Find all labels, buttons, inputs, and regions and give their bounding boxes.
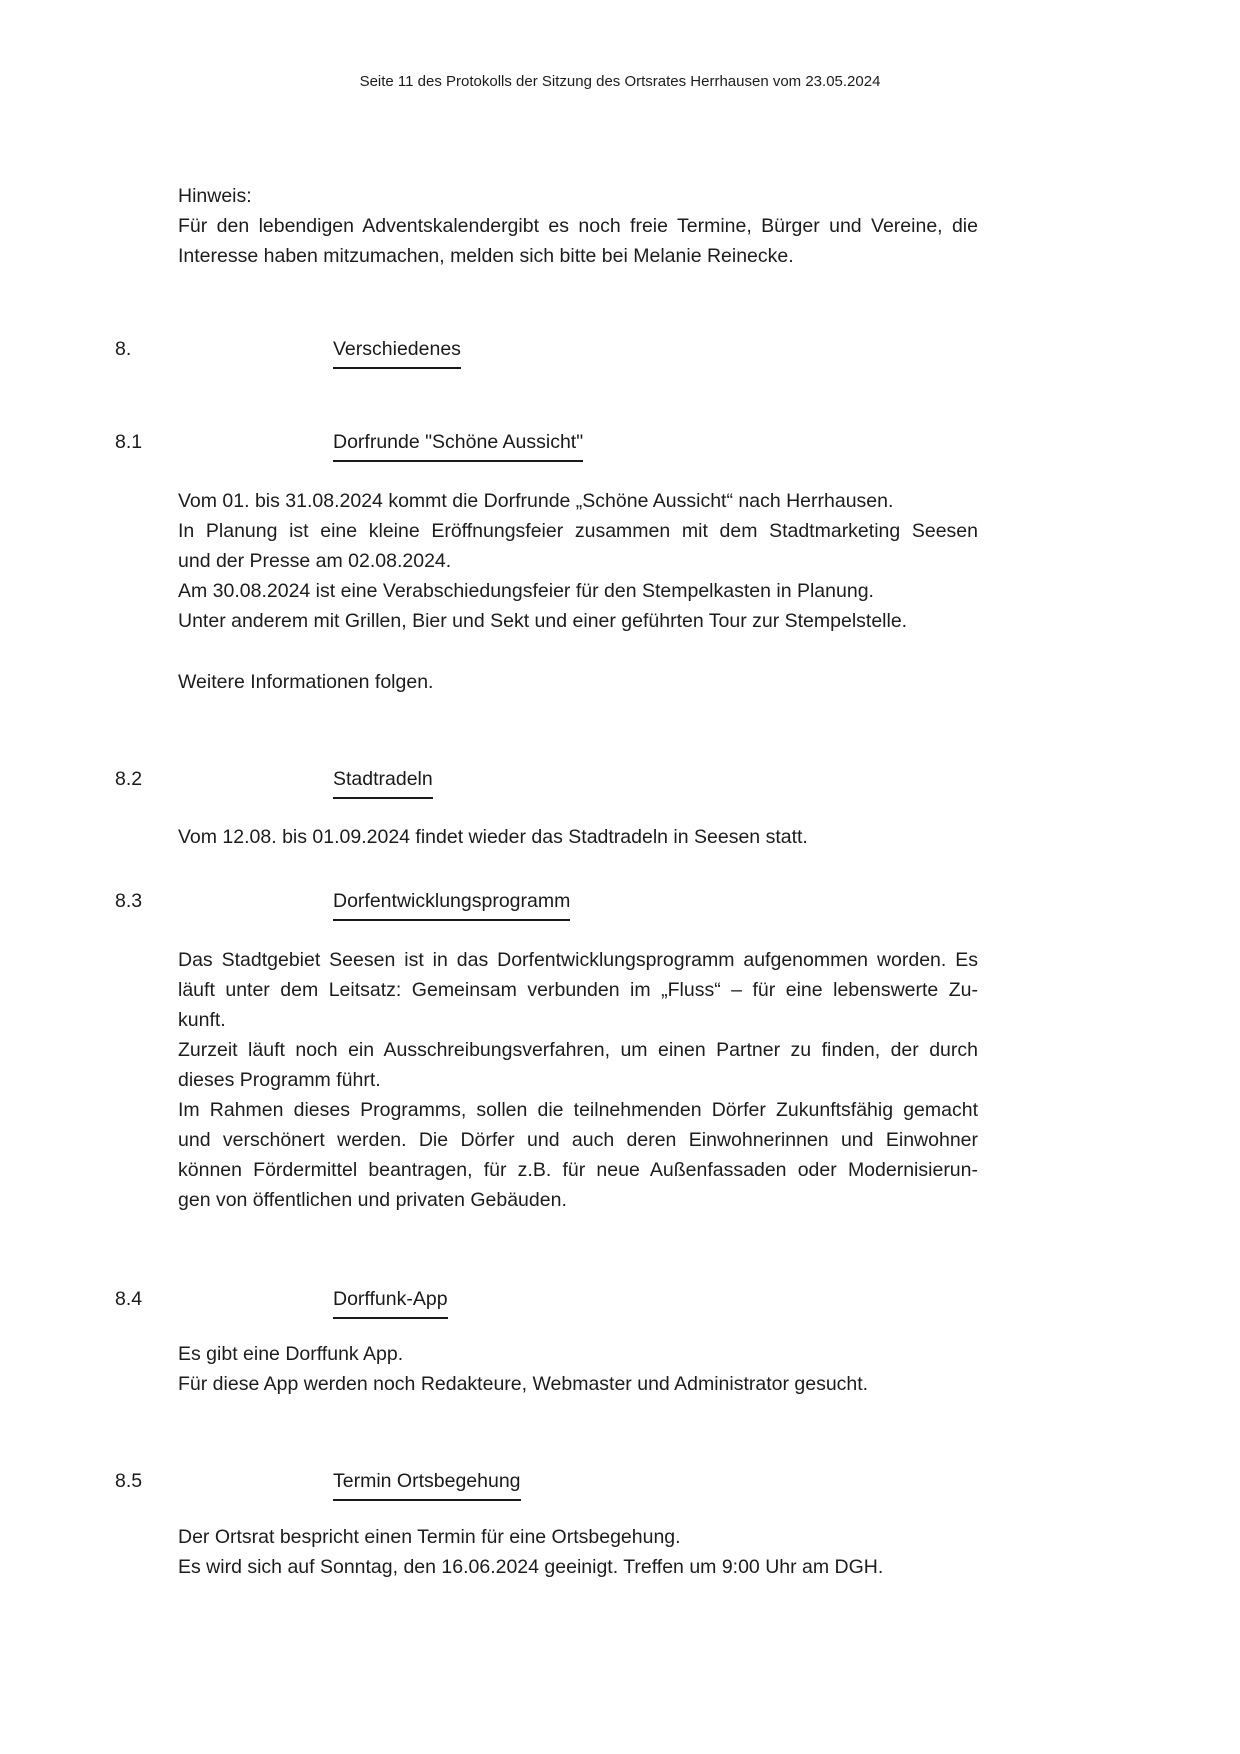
- section-heading-8-5: [0, 1466, 1240, 1502]
- section-8-4-paragraph: [178, 1339, 978, 1399]
- notice-line: Interesse haben mitzumachen, melden sich bitte bei Melanie Reinecke.: [178, 245, 794, 267]
- paragraph-line: Vom 01. bis 31.08.2024 kommt die Dorfrunde „Schöne Aussicht“ nach Herrhausen.: [178, 490, 894, 512]
- paragraph-line: Unter anderem mit Grillen, Bier und Sekt und einer geführten Tour zur Stempelstelle.: [178, 610, 908, 632]
- notice-line: Für den lebendigen Adventskalendergibt es noch freie Termine, Bürger und Vereine, die: [178, 215, 978, 237]
- section-heading-8-2: [0, 764, 1240, 800]
- paragraph-line: Am 30.08.2024 ist eine Verabschiedungsfeier für den Stempelkasten in Planung.: [178, 580, 874, 602]
- section-title: Verschiedenes: [333, 334, 461, 369]
- paragraph-line: Im Rahmen dieses Programms, sollen die teilnehmenden Dörfer Zukunftsfähig gemacht: [178, 1099, 978, 1121]
- paragraph-line: In Planung ist eine kleine Eröffnungsfeier zusammen mit dem Stadtmarketing Seesen: [178, 520, 978, 542]
- paragraph-line: Weitere Informationen folgen.: [178, 671, 434, 693]
- section-number: 8.2: [115, 768, 143, 790]
- section-title: Stadtradeln: [333, 764, 433, 799]
- paragraph-line: Es wird sich auf Sonntag, den 16.06.2024 geeinigt. Treffen um 9:00 Uhr am DGH.: [178, 1556, 884, 1578]
- section-8-5-paragraph: [178, 1522, 978, 1582]
- section-heading-8-4: [0, 1284, 1240, 1320]
- paragraph-line: Für diese App werden noch Redakteure, Webmaster und Administrator gesucht.: [178, 1373, 869, 1395]
- paragraph-line: und der Presse am 02.08.2024.: [178, 550, 452, 572]
- section-heading-8: [0, 334, 1240, 370]
- section-heading-8-1: [0, 427, 1240, 463]
- section-8-1-paragraph: [178, 486, 978, 636]
- section-8-1-paragraph-2: [178, 667, 978, 697]
- paragraph-line: können Fördermittel beantragen, für z.B. für neue Außenfassaden oder Modernisierun-: [178, 1159, 978, 1181]
- page-header: Seite 11 des Protokolls der Sitzung des Ortsrates Herrhausen vom 23.05.2024: [359, 73, 881, 90]
- notice-label: Hinweis:: [178, 185, 252, 207]
- section-heading-8-3: [0, 886, 1240, 922]
- section-title: Dorfrunde "Schöne Aussicht": [333, 427, 583, 462]
- paragraph-line: Zurzeit läuft noch ein Ausschreibungsverfahren, um einen Partner zu finden, der durch: [178, 1039, 978, 1061]
- section-number: 8.5: [115, 1470, 143, 1492]
- section-number: 8.: [115, 338, 132, 360]
- paragraph-line: läuft unter dem Leitsatz: Gemeinsam verbunden im „Fluss“ – für eine lebenswerte Zu-: [178, 979, 978, 1001]
- paragraph-line: und verschönert werden. Die Dörfer und auch deren Einwohnerinnen und Einwohner: [178, 1129, 978, 1151]
- paragraph-line: Vom 12.08. bis 01.09.2024 findet wieder das Stadtradeln in Seesen statt.: [178, 826, 808, 848]
- section-title: Dorffunk-App: [333, 1284, 448, 1319]
- paragraph-line: Das Stadtgebiet Seesen ist in das Dorfentwicklungsprogramm aufgenommen worden. Es: [178, 949, 978, 971]
- section-8-3-paragraph: [178, 945, 978, 1215]
- paragraph-line: gen von öffentlichen und privaten Gebäuden.: [178, 1189, 567, 1211]
- section-title: Termin Ortsbegehung: [333, 1466, 521, 1501]
- paragraph-line: Es gibt eine Dorffunk App.: [178, 1343, 404, 1365]
- section-number: 8.4: [115, 1288, 143, 1310]
- notice-block: [178, 181, 978, 271]
- section-number: 8.3: [115, 890, 143, 912]
- paragraph-line: dieses Programm führt.: [178, 1069, 381, 1091]
- section-title: Dorfentwicklungsprogramm: [333, 886, 570, 921]
- paragraph-line: kunft.: [178, 1009, 226, 1031]
- paragraph-line: Der Ortsrat bespricht einen Termin für eine Ortsbegehung.: [178, 1526, 681, 1548]
- section-8-2-paragraph: [178, 822, 978, 852]
- section-number: 8.1: [115, 431, 143, 453]
